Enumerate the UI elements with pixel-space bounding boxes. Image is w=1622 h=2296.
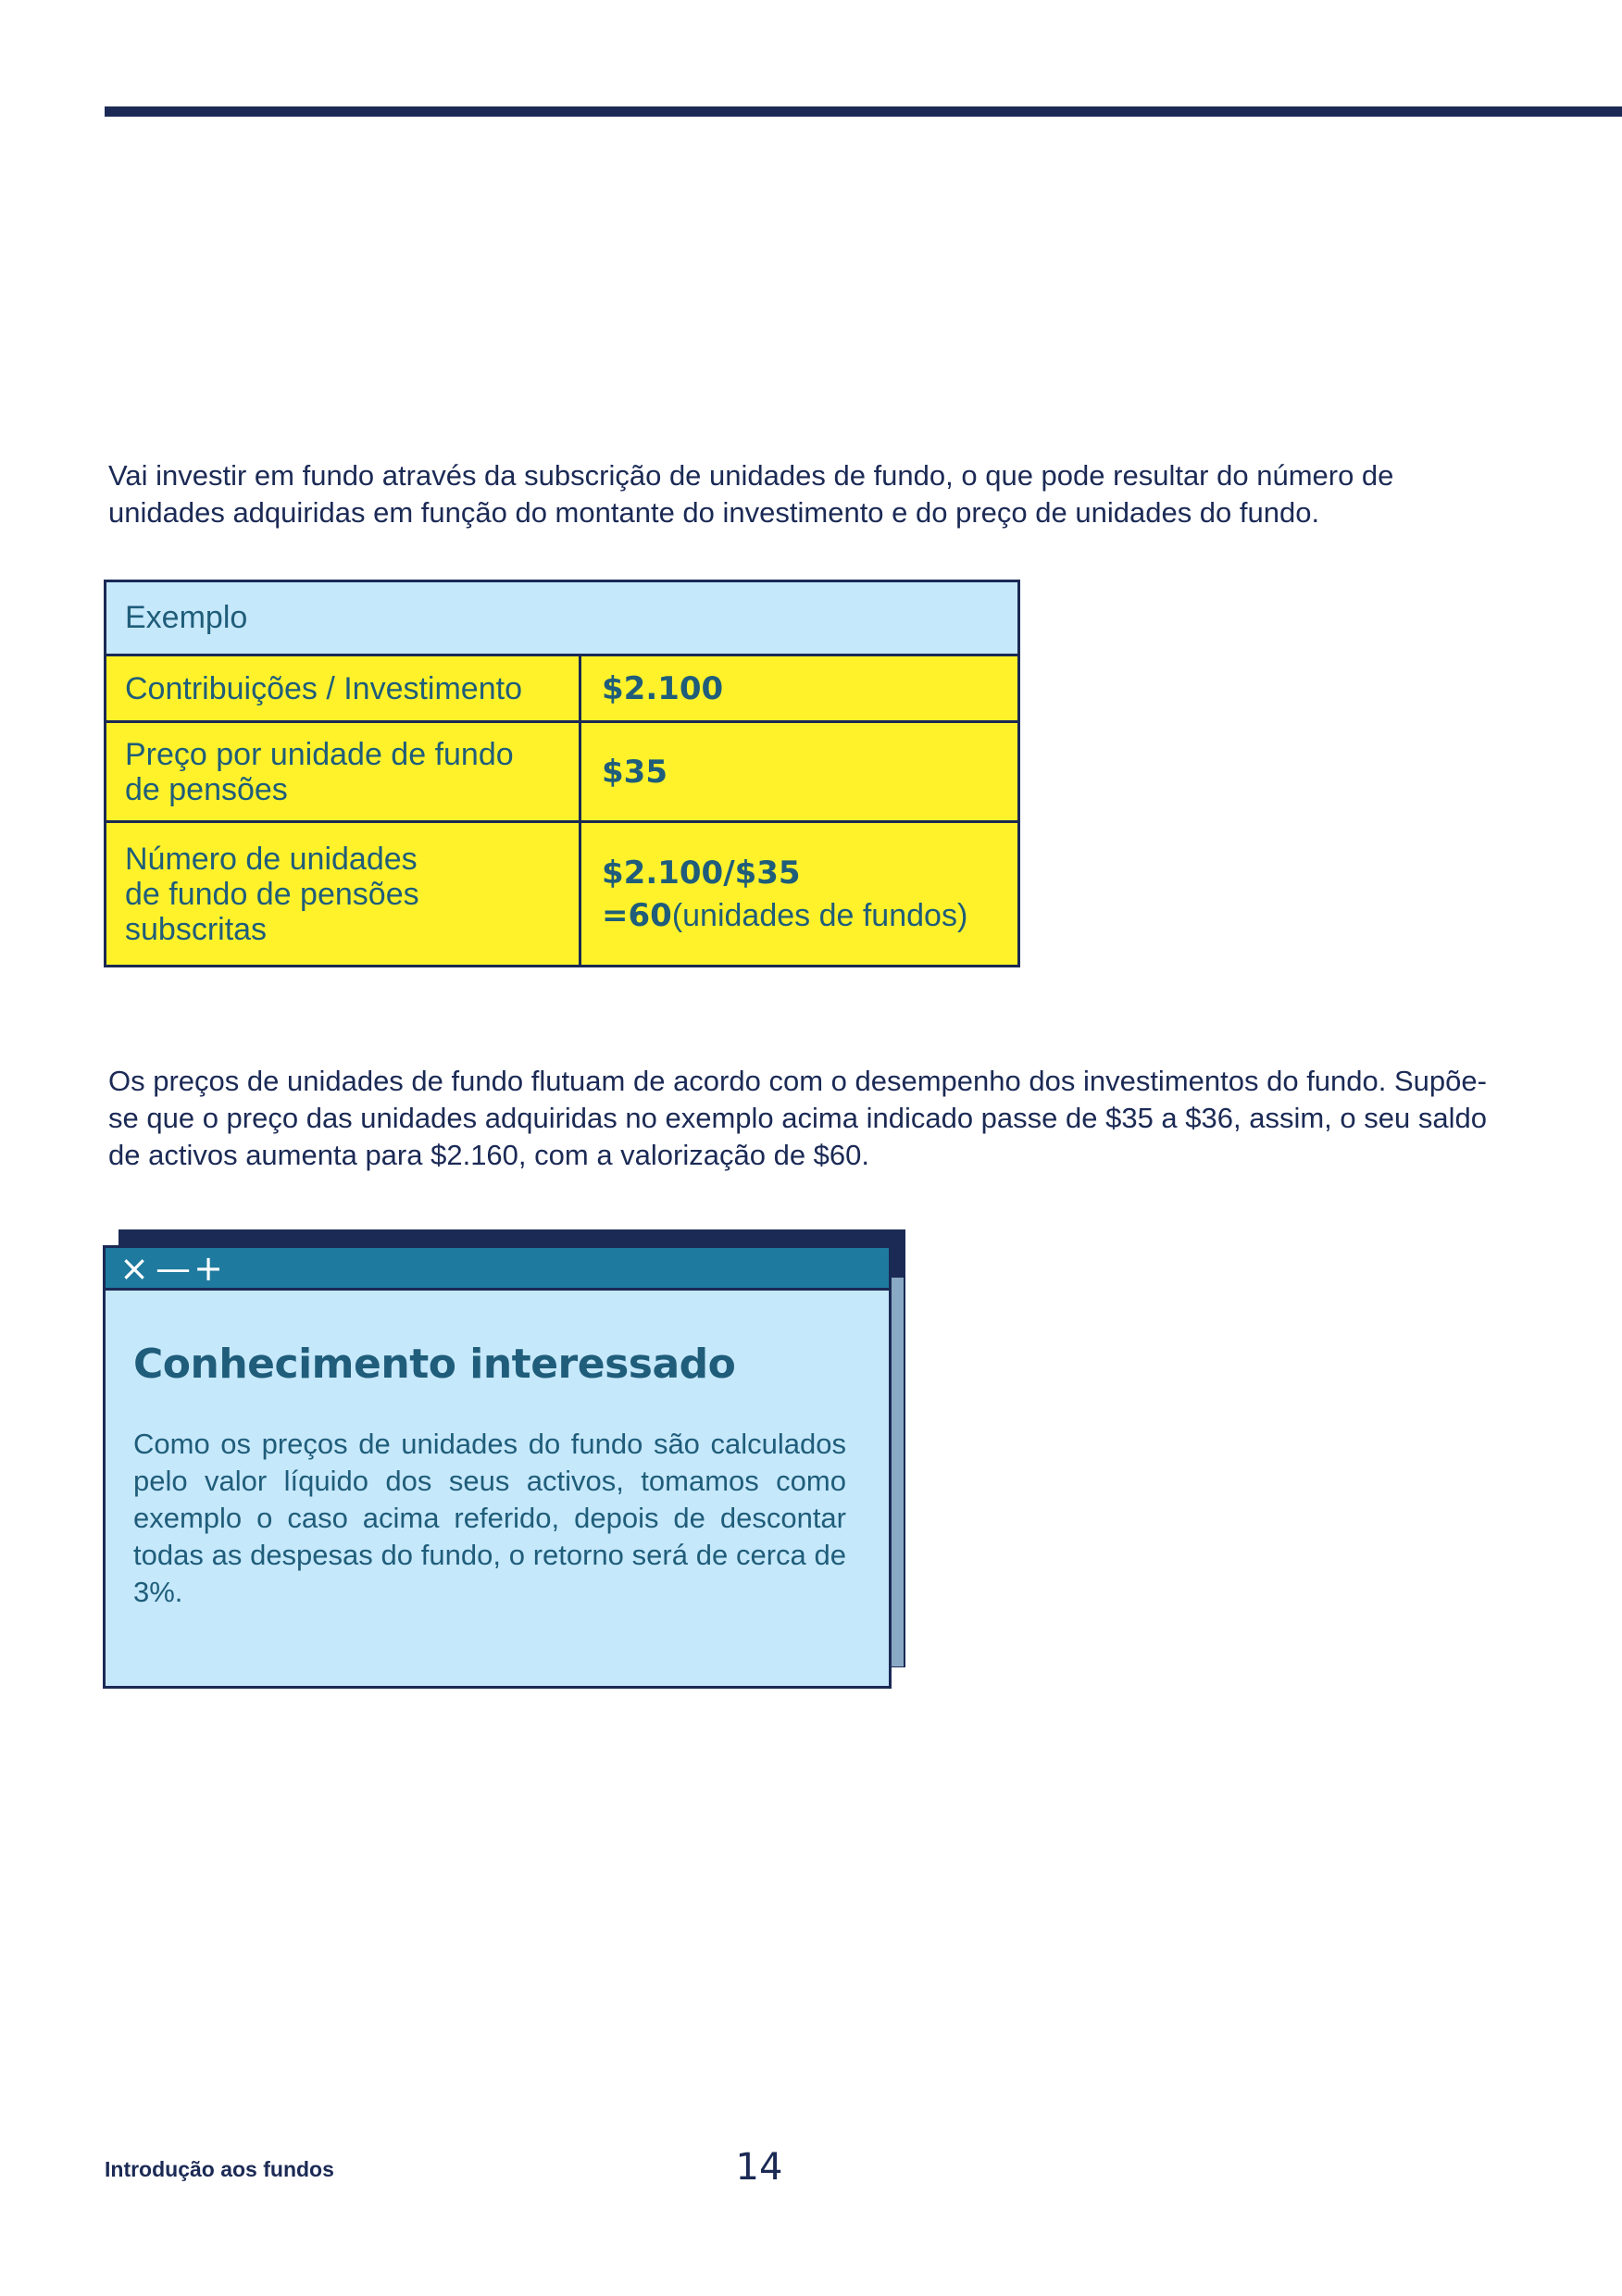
- table-row: [106, 723, 1017, 823]
- footer-section-title: Introdução aos fundos: [105, 2157, 334, 2181]
- minimize-icon: —: [156, 1247, 191, 1289]
- knowledge-body: Como os preços de unidades do fundo são calculados pelo valor líquido dos seus activos, tomamos como exemplo o caso acima referido, depois de descontar todas as despesas do fundo, o retorno será de cerca de 3%.: [133, 1428, 846, 1608]
- row-label: [106, 823, 581, 965]
- window-titlebar: [106, 1248, 889, 1291]
- row-label-line: Preço por unidade de fundo: [125, 736, 514, 772]
- intro-paragraph: Vai investir em fundo através da subscrição de unidades de fundo, o que pode resultar do número de unidades adquiridas em função do montante do investimento e do preço de unidades do fundo.: [108, 459, 1394, 529]
- table-row: [106, 823, 1017, 965]
- table-row: [106, 656, 1017, 723]
- row-value-line: $2.100/$35: [602, 854, 801, 892]
- window-shadow-edge: [891, 1278, 904, 1666]
- row-value: [581, 823, 1017, 965]
- row-value-result-note: (unidades de fundos): [671, 897, 968, 933]
- row-label-line: de fundo de pensões: [125, 876, 419, 912]
- row-label: [106, 723, 581, 820]
- row-value-line: $35: [602, 753, 668, 791]
- row-label-line: subscritas: [125, 911, 268, 947]
- example-table: [104, 580, 1020, 967]
- example-header: Exemplo: [106, 582, 1017, 656]
- row-value-result-line: [602, 894, 997, 937]
- second-paragraph: Os preços de unidades de fundo flutuam de acordo com o desempenho dos investimentos do fundo. Supõe-se que o preço das unidades adquiridas no exemplo acima indicado passe de $35 a $36, assim, o seu saldo de activos aumenta para $2.160, com a valorização de $60.: [108, 1065, 1487, 1171]
- top-rule: [105, 106, 1622, 117]
- row-value-line: $2.100: [602, 669, 724, 707]
- row-value: [581, 656, 1017, 720]
- row-value-result: =60: [602, 896, 672, 934]
- page-number: 14: [735, 2146, 783, 2189]
- row-label: [106, 656, 581, 720]
- row-label-line: de pensões: [125, 771, 288, 807]
- plus-icon: +: [193, 1247, 223, 1289]
- row-value: [581, 723, 1017, 820]
- row-label-line: Número de unidades: [125, 841, 418, 877]
- row-label-line: Contribuições / Investimento: [125, 670, 522, 706]
- knowledge-window: [103, 1245, 892, 1689]
- knowledge-title: Conhecimento interessado: [133, 1341, 736, 1388]
- close-icon: ×: [119, 1247, 149, 1289]
